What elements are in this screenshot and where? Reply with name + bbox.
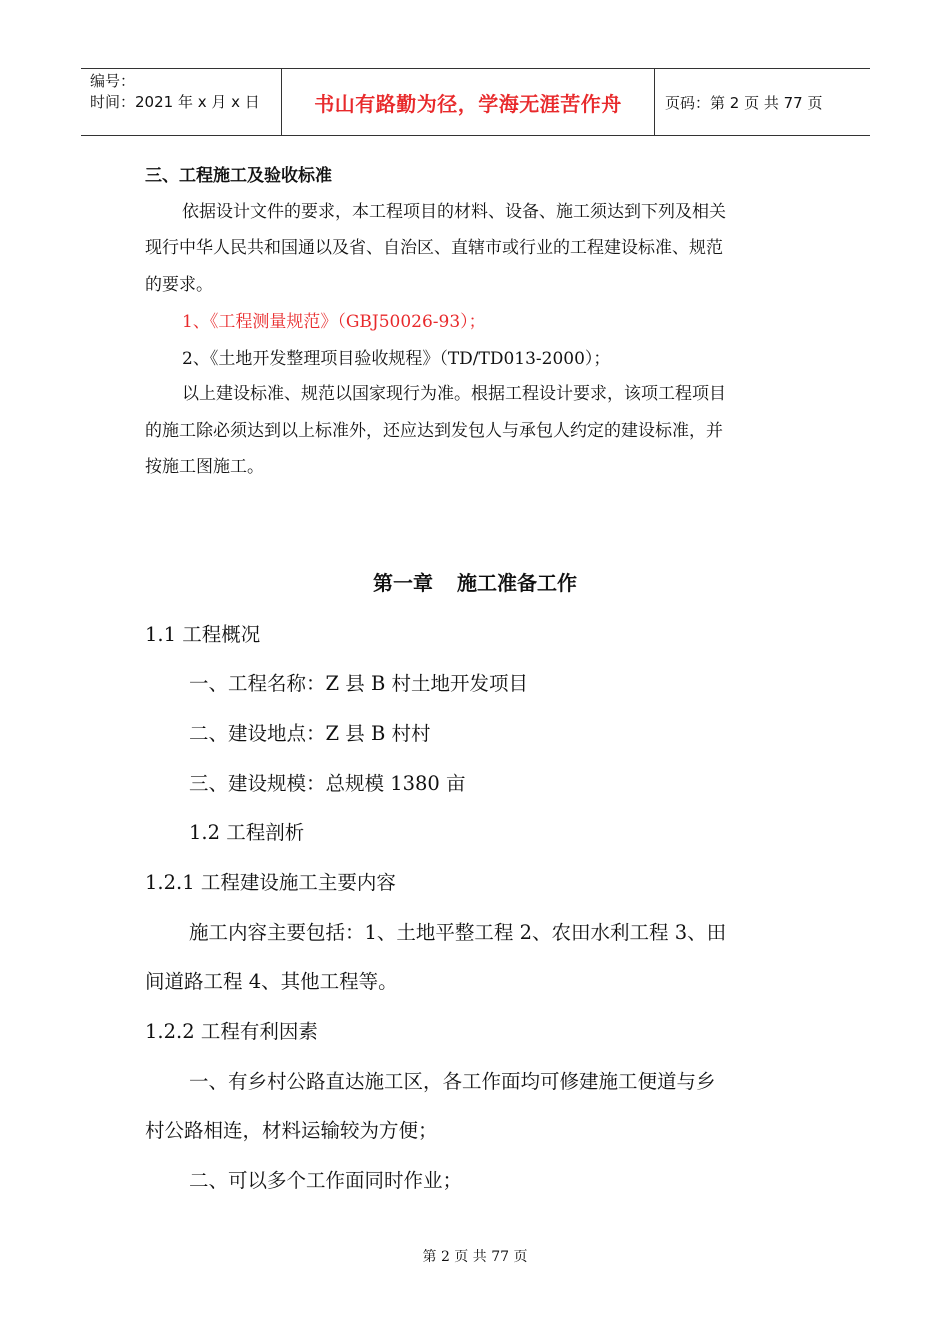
paragraph-line: 村公路相连，材料运输较为方便；: [145, 1119, 438, 1142]
chapter-title: [0, 567, 950, 596]
header-page-info: 页码：第 2 页 共 77 页: [665, 93, 823, 112]
paragraph-line: 现行中华人民共和国通以及省、自治区、直辖市或行业的工程建设标准、规范: [145, 238, 723, 258]
document-number-label: 编号：: [90, 72, 136, 90]
paragraph-line: 按施工图施工。: [145, 457, 264, 477]
paragraph-line: 二、可以多个工作面同时作业；: [189, 1169, 463, 1192]
project-location: 二、建设地点：Z 县 B 村村: [189, 722, 431, 745]
standard-item-2: 2、《土地开发整理项目验收规程》（TD/TD013-2000）；: [182, 349, 611, 369]
chapter-number: 第一章: [373, 571, 433, 595]
standard-item-1: 1、《工程测量规范》（GBJ50026-93）；: [182, 312, 486, 332]
project-name: 一、工程名称：Z 县 B 村土地开发项目: [189, 672, 528, 695]
page-header: [81, 68, 870, 136]
document-date-label: 时间：2021 年 x 月 x 日: [90, 93, 260, 111]
chapter-name: 施工准备工作: [457, 571, 577, 595]
paragraph-line: 依据设计文件的要求，本工程项目的材料、设备、施工须达到下列及相关: [182, 202, 726, 222]
paragraph-line: 间道路工程 4、其他工程等。: [145, 970, 398, 993]
paragraph-line: 的要求。: [145, 275, 213, 295]
section-heading: 三、工程施工及验收标准: [145, 166, 332, 186]
paragraph-line: 施工内容主要包括：1、土地平整工程 2、农田水利工程 3、田: [189, 921, 727, 944]
paragraph-line: 的施工除必须达到以上标准外，还应达到发包人与承包人约定的建设标准，并: [145, 421, 723, 441]
paragraph-line: 一、有乡村公路直达施工区，各工作面均可修建施工便道与乡: [189, 1070, 716, 1093]
header-motto: 书山有路勤为径，学海无涯苦作舟: [314, 91, 622, 116]
subsection-heading: 1.1 工程概况: [145, 623, 261, 646]
project-scale: 三、建设规模：总规模 1380 亩: [189, 772, 466, 795]
header-meta: [81, 69, 282, 135]
subsection-heading: 1.2.2 工程有利因素: [145, 1020, 318, 1043]
header-motto-cell: [282, 69, 655, 135]
subsection-heading: 1.2 工程剖析: [189, 821, 305, 844]
page-footer: 第 2 页 共 77 页: [422, 1249, 528, 1265]
paragraph-line: 以上建设标准、规范以国家现行为准。根据工程设计要求，该项工程项目: [182, 384, 726, 404]
subsection-heading: 1.2.1 工程建设施工主要内容: [145, 871, 396, 894]
